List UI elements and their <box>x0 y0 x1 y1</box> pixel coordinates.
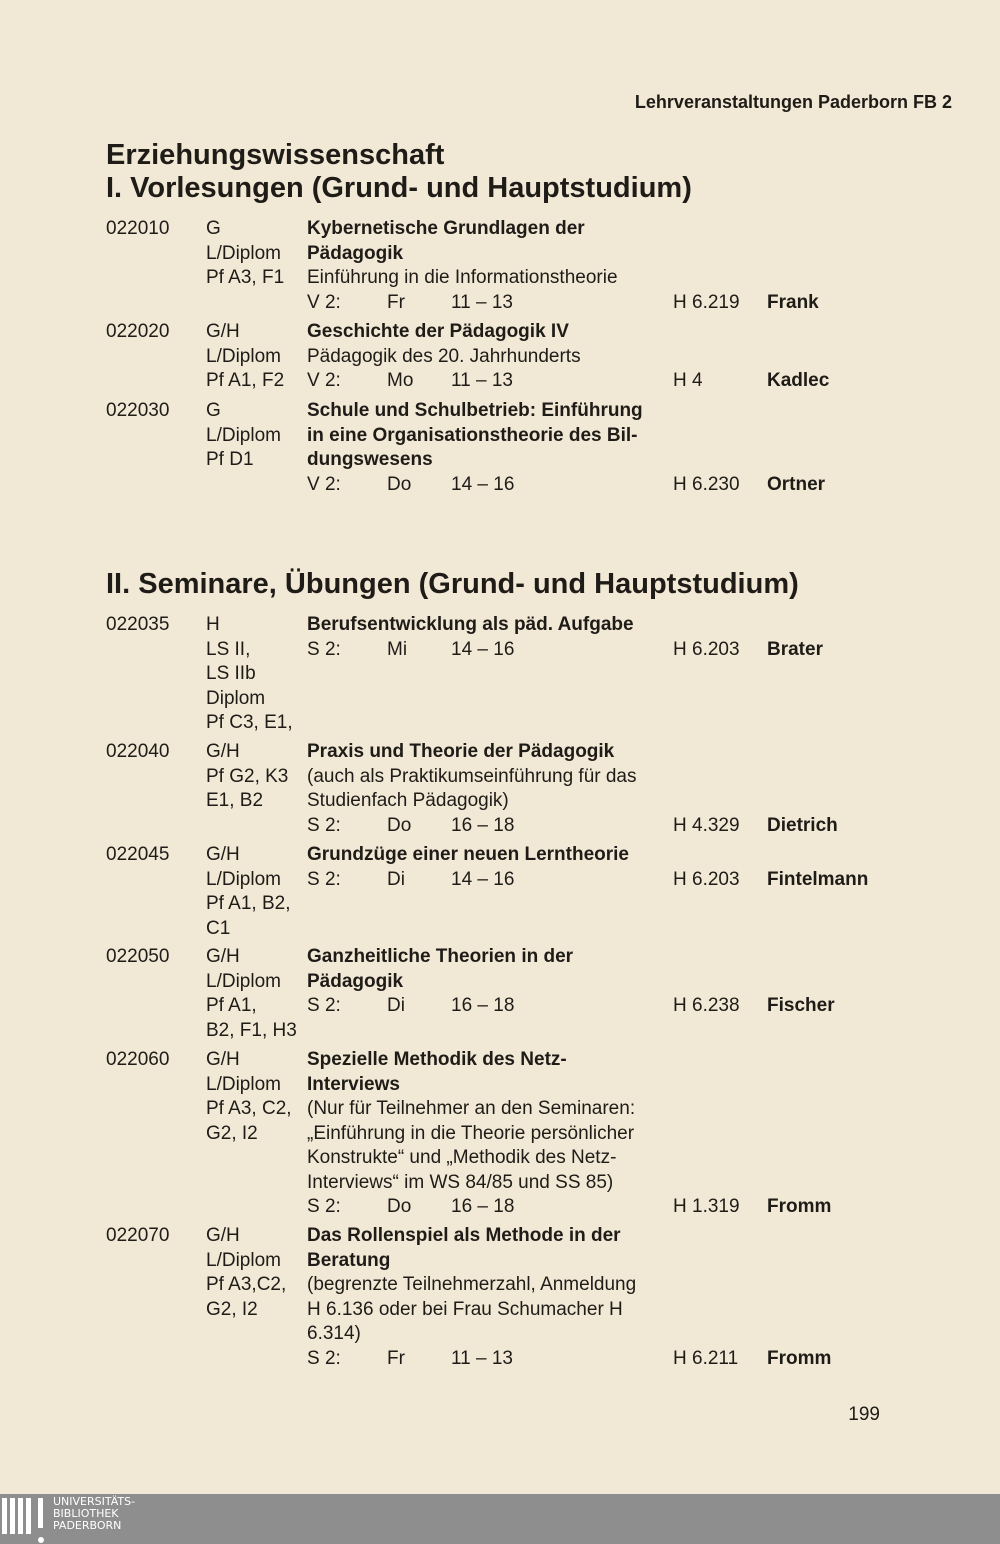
course-category: Pf A3,C2, <box>206 1274 287 1295</box>
course-category: Pf C3, E1, <box>206 712 293 733</box>
course-day: Do <box>387 1196 412 1217</box>
course-category: Pf A1, <box>206 995 257 1016</box>
course-time: 11 – 13 <box>451 1347 513 1369</box>
course-time: 11 – 13 <box>451 291 513 313</box>
course-category: Pf A3, C2, <box>206 1098 292 1119</box>
course-category: Pf A1, B2, <box>206 893 291 914</box>
library-name-line: UNIVERSITÄTS- <box>53 1495 136 1508</box>
course-type: V 2: <box>307 291 341 313</box>
course-number: 022050 <box>106 946 170 967</box>
course-note: Studienfach Pädagogik) <box>307 790 509 811</box>
course-time: 16 – 18 <box>451 995 515 1016</box>
course-type: S 2: <box>307 1347 341 1369</box>
course-note: (begrenzte Teilnehmerzahl, Anmeldung <box>307 1274 637 1295</box>
course-room: H 6.211 <box>673 1347 739 1369</box>
course-category: H <box>206 614 220 635</box>
course-title: Das Rollenspiel als Methode in der <box>307 1225 621 1246</box>
course-room: H 4.329 <box>673 814 740 836</box>
course-title: Beratung <box>307 1249 391 1271</box>
course-category: G <box>206 218 221 239</box>
course-lecturer: Fischer <box>767 995 835 1016</box>
course-note: (Nur für Teilnehmer an den Seminaren: <box>307 1098 636 1119</box>
course-category: L/Diplom <box>206 970 281 992</box>
course-number: 022035 <box>106 614 170 635</box>
course-category: G/H <box>206 741 240 762</box>
course-lecturer: Ortner <box>767 473 826 495</box>
course-room: H 6.230 <box>673 473 740 495</box>
course-category: LS II, <box>206 638 251 660</box>
course-title: Berufsentwicklung als päd. Aufgabe <box>307 614 634 635</box>
course-note: Pädagogik des 20. Jahrhunderts <box>307 345 581 367</box>
course-note: (auch als Praktikumseinführung für das <box>307 765 637 787</box>
course-title: Schule und Schulbetrieb: Einführung <box>307 400 643 421</box>
course-category: G <box>206 400 221 421</box>
course-number: 022060 <box>106 1049 170 1070</box>
section-title-seminare: II. Seminare, Übungen (Grund- und Hauptstudium) <box>106 568 799 600</box>
running-head: Lehrveranstaltungen Paderborn FB 2 <box>634 92 952 112</box>
course-number: 022070 <box>106 1225 170 1246</box>
course-category: G/H <box>206 321 240 342</box>
library-footer <box>0 1494 1000 1544</box>
course-category: Diplom <box>206 687 266 709</box>
course-day: Mi <box>387 638 408 660</box>
course-room: H 6.219 <box>673 291 740 313</box>
course-title: Pädagogik <box>307 970 404 992</box>
course-category: Pf A3, F1 <box>206 267 285 288</box>
course-day: Do <box>387 473 412 495</box>
course-lecturer: Fromm <box>767 1196 832 1217</box>
course-category: Pf A1, F2 <box>206 370 285 391</box>
course-time: 16 – 18 <box>451 1196 515 1217</box>
course-title: Geschichte der Pädagogik IV <box>307 321 569 342</box>
course-lecturer: Frank <box>767 291 819 313</box>
course-day: Di <box>387 995 405 1016</box>
course-note: H 6.136 oder bei Frau Schumacher H <box>307 1298 623 1320</box>
course-category: G/H <box>206 844 240 865</box>
course-category: L/Diplom <box>206 868 281 890</box>
course-type: S 2: <box>307 1196 341 1217</box>
course-title: Interviews <box>307 1073 400 1095</box>
course-room: H 4 <box>673 370 703 391</box>
course-category: L/Diplom <box>206 242 281 264</box>
course-number: 022010 <box>106 218 170 239</box>
course-lecturer: Kadlec <box>767 370 830 391</box>
course-category: G2, I2 <box>206 1122 258 1144</box>
course-time: 14 – 16 <box>451 638 515 660</box>
course-time: 16 – 18 <box>451 814 515 836</box>
course-note: Interviews“ im WS 84/85 und SS 85) <box>307 1171 614 1193</box>
course-day: Fr <box>387 291 405 313</box>
course-category: G/H <box>206 1049 240 1070</box>
course-category: L/Diplom <box>206 345 281 367</box>
course-type: S 2: <box>307 638 341 660</box>
course-time: 11 – 13 <box>451 370 513 391</box>
course-category: L/Diplom <box>206 1073 281 1095</box>
course-day: Mo <box>387 370 414 391</box>
course-room: H 6.238 <box>673 995 740 1016</box>
course-time: 14 – 16 <box>451 868 515 890</box>
course-number: 022040 <box>106 741 170 762</box>
course-title: Pädagogik <box>307 242 404 264</box>
library-name-line: BIBLIOTHEK <box>53 1507 119 1520</box>
course-title: dungswesens <box>307 449 433 470</box>
course-type: S 2: <box>307 995 341 1016</box>
page-number: 199 <box>848 1404 880 1425</box>
course-room: H 6.203 <box>673 868 740 890</box>
course-lecturer: Dietrich <box>767 814 838 836</box>
course-category: G/H <box>206 1225 240 1246</box>
course-category: C1 <box>206 917 231 939</box>
library-logo-icon <box>0 1498 46 1540</box>
course-day: Do <box>387 814 412 836</box>
course-type: V 2: <box>307 370 341 391</box>
course-note: „Einführung in die Theorie persönlicher <box>307 1122 635 1144</box>
course-number: 022020 <box>106 321 170 342</box>
course-type: S 2: <box>307 868 341 890</box>
course-lecturer: Fintelmann <box>767 868 869 890</box>
course-note: Einführung in die Informationstheorie <box>307 267 618 288</box>
course-lecturer: Fromm <box>767 1347 832 1369</box>
course-number: 022045 <box>106 844 170 865</box>
library-name <box>53 1496 135 1532</box>
section-title-vorlesungen: I. Vorlesungen (Grund- und Hauptstudium) <box>106 172 692 204</box>
course-title: in eine Organisationstheorie des Bil- <box>307 424 638 446</box>
course-category: B2, F1, H3 <box>206 1019 297 1041</box>
course-category: LS IIb <box>206 663 256 684</box>
course-day: Di <box>387 868 405 890</box>
course-room: H 6.203 <box>673 638 740 660</box>
course-day: Fr <box>387 1347 405 1369</box>
course-time: 14 – 16 <box>451 473 515 495</box>
course-category: Pf D1 <box>206 449 254 470</box>
course-number: 022030 <box>106 400 170 421</box>
course-lecturer: Brater <box>767 638 823 660</box>
library-name-line: PADERBORN <box>53 1519 122 1532</box>
course-category: Pf G2, K3 <box>206 765 289 787</box>
course-category: G/H <box>206 946 240 967</box>
course-title: Praxis und Theorie der Pädagogik <box>307 741 615 762</box>
course-type: V 2: <box>307 473 341 495</box>
course-title: Ganzheitliche Theorien in der <box>307 946 574 967</box>
course-title: Spezielle Methodik des Netz- <box>307 1049 567 1070</box>
course-title: Grundzüge einer neuen Lerntheorie <box>307 844 629 865</box>
course-title: Kybernetische Grundlagen der <box>307 218 585 239</box>
course-note: Konstrukte“ und „Methodik des Netz- <box>307 1147 617 1168</box>
course-type: S 2: <box>307 814 341 836</box>
course-category: L/Diplom <box>206 424 281 446</box>
course-category: L/Diplom <box>206 1249 281 1271</box>
course-category: E1, B2 <box>206 790 264 811</box>
subject-title: Erziehungswissenschaft <box>106 139 445 171</box>
course-room: H 1.319 <box>673 1196 740 1217</box>
course-category: G2, I2 <box>206 1298 258 1320</box>
course-note: 6.314) <box>307 1323 361 1344</box>
